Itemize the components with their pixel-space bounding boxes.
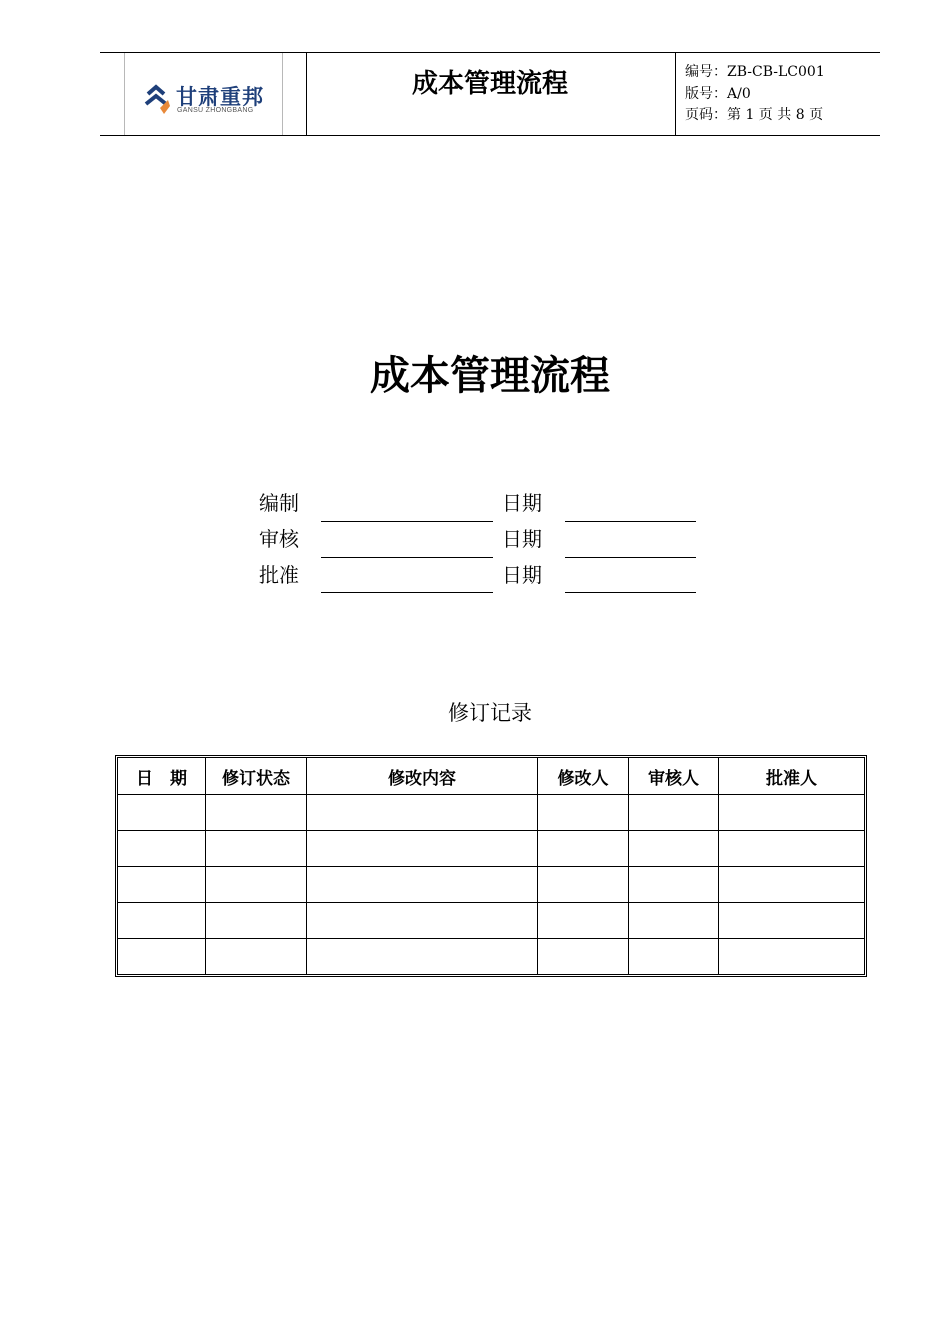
sig-label-compile: 编制 (259, 491, 299, 515)
sig-line-approve (321, 592, 493, 593)
column-header-modifier: 修改人 (538, 758, 629, 795)
table-cell (307, 903, 538, 939)
table-cell (118, 831, 206, 867)
table-cell (629, 903, 719, 939)
table-cell (118, 795, 206, 831)
table-cell (719, 903, 864, 939)
sig-label-approve: 批准 (259, 563, 299, 587)
logo-chinese-name: 甘肃重邦 (176, 85, 264, 109)
sig-line-compile (321, 521, 493, 522)
table-cell (538, 939, 629, 974)
table-row (118, 903, 864, 939)
table-cell (118, 939, 206, 974)
document-version: 版号：A/0 (685, 85, 751, 102)
revision-title: 修订记录 (448, 701, 532, 725)
table-cell (307, 795, 538, 831)
table-row (118, 867, 864, 903)
sig-label-review: 审核 (259, 527, 299, 551)
column-header-content: 修改内容 (307, 758, 538, 795)
document-meta (685, 62, 825, 127)
table-cell (118, 867, 206, 903)
company-logo (144, 80, 274, 120)
table-row (118, 795, 864, 831)
table-row (118, 831, 864, 867)
date-line-review (565, 557, 696, 558)
column-header-approver: 批准人 (719, 758, 864, 795)
table-cell (719, 867, 864, 903)
page-title: 成本管理流程 (370, 353, 610, 399)
table-cell (719, 831, 864, 867)
header-divider (675, 53, 676, 135)
column-header-reviewer: 审核人 (629, 758, 719, 795)
document-number: 编号：ZB-CB-LC001 (685, 64, 825, 80)
column-header-status: 修订状态 (206, 758, 307, 795)
date-label-compile: 日期 (502, 491, 542, 515)
table-row (118, 939, 864, 974)
table-cell (307, 939, 538, 974)
table-cell (206, 903, 307, 939)
table-cell (206, 939, 307, 974)
table-cell (206, 795, 307, 831)
page-indicator: 页码：第 1 页 共 8 页 (685, 107, 824, 123)
date-label-review: 日期 (502, 527, 542, 551)
header-title: 成本管理流程 (411, 69, 568, 99)
table-cell (206, 867, 307, 903)
date-label-approve: 日期 (502, 563, 542, 587)
table-cell (719, 939, 864, 974)
table-cell (629, 867, 719, 903)
header-divider (124, 53, 125, 135)
table-cell (206, 831, 307, 867)
table-cell (538, 903, 629, 939)
sig-line-review (321, 557, 493, 558)
logo-english-name: GANSU ZHONGBANG (177, 107, 254, 114)
table-cell (538, 795, 629, 831)
date-line-compile (565, 521, 696, 522)
table-header-row (118, 758, 864, 795)
logo-mark-icon (144, 80, 176, 120)
table-cell (538, 867, 629, 903)
table-cell (307, 867, 538, 903)
table-cell (307, 831, 538, 867)
revision-table (115, 755, 867, 977)
table-cell (629, 831, 719, 867)
table-cell (538, 831, 629, 867)
table-cell (629, 939, 719, 974)
table-cell (629, 795, 719, 831)
date-line-approve (565, 592, 696, 593)
header-divider (282, 53, 283, 135)
table-cell (719, 795, 864, 831)
column-header-date: 日 期 (118, 758, 206, 795)
table-cell (118, 903, 206, 939)
